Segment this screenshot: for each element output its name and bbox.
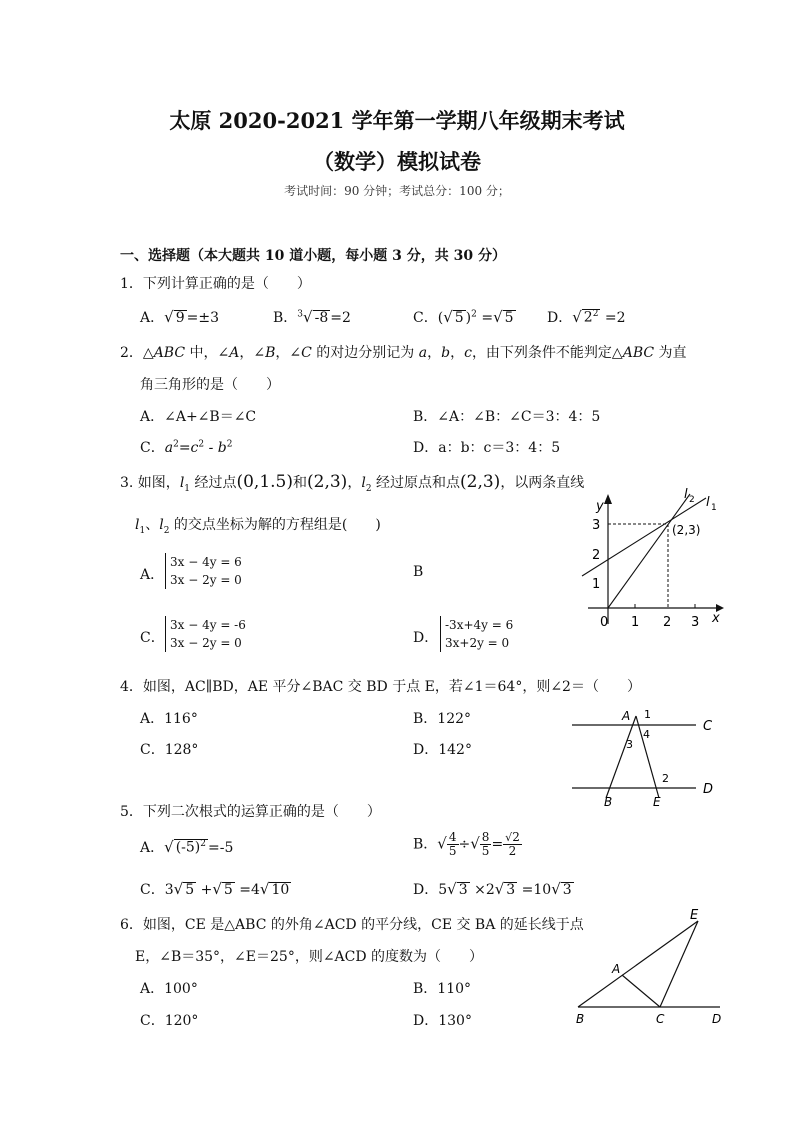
point-a-label: A [622, 709, 631, 723]
exam-title: 太原 2020-2021 学年第一学期八年级期末考试 [169, 108, 625, 133]
point-c-label: C [656, 1012, 665, 1026]
question-2-option-a: A．∠A+∠B＝∠C [140, 409, 257, 425]
question-6-option-b: B．110° [413, 981, 472, 997]
angle-3-label: 3 [626, 738, 633, 751]
point-b-label: B [576, 1012, 585, 1026]
exam-info: 考试时间：90 分钟；考试总分：100 分； [284, 184, 510, 198]
point-e-label: E [690, 908, 699, 923]
exam-subtitle: （数学）模拟试卷 [313, 149, 481, 174]
figure-3-graph [578, 484, 728, 634]
question-4-option-d: D．142° [413, 742, 472, 758]
line-l1-subscript: 1 [711, 503, 717, 513]
point-d-label: D [712, 1012, 722, 1026]
point-b-label: B [604, 795, 613, 809]
y-tick-1: 1 [592, 577, 601, 592]
question-5-option-a: A．√ $(-5)^2 =-5$ [140, 838, 234, 856]
line-l2-label: l [684, 487, 688, 502]
question-3-system-a: 3x − 4y = 6 3x − 2y = 0 [165, 553, 242, 589]
y-axis-label: y [596, 499, 604, 514]
question-5-stem: 5．下列二次根式的运算正确的是（ ） [120, 804, 381, 820]
question-3-option-a: A． [140, 567, 165, 583]
x-tick-0: 0 [600, 615, 609, 630]
question-1-stem: 1．下列计算正确的是（ ） [120, 276, 311, 292]
point-a-label: A [612, 962, 621, 976]
section-heading: 一、选择题（本大题共 10 道小题，每小题 3 分，共 30 分） [120, 248, 506, 264]
question-6-option-a: A．100° [140, 981, 198, 997]
point-c-label: C [703, 719, 713, 734]
question-1-option-c: C．(√ 5 )$^2$ =√ 5 [413, 308, 514, 326]
question-6-stem-line2: E，∠B＝35°，∠E＝25°，则∠ACD 的度数为（ ） [135, 949, 484, 965]
angle-1-label: 1 [644, 708, 651, 721]
question-3-system-d: -3x+4y = 6 3x+2y = 0 [440, 616, 513, 652]
point-e-label: E [653, 795, 661, 809]
question-6-option-c: C．120° [140, 1013, 199, 1029]
question-3-system-c: 3x − 4y = -6 3x − 2y = 0 [165, 616, 246, 652]
question-5-option-b: B．√ $\frac{4}{5}$ ÷√ $\frac{8}{5}$ = $\frac{√2}{2}$ [413, 830, 520, 858]
question-3-option-d: D． [413, 630, 439, 646]
y-tick-3: 3 [592, 518, 601, 533]
question-3-stem-line1: 3. 如图，$l_1$ 经过点(0,1.5)和(2,3)，$l_2$ 经过原点和点(2,3)，以两条直线 [120, 472, 585, 494]
question-2-stem-line1: 2．△ABC 中，∠A，∠B，∠C 的对边分别记为 a，b，c，由下列条件不能判定△ABC 为直 [120, 345, 687, 361]
question-2-option-c: C．$a^2=c^2 - b^2$ [140, 439, 233, 456]
angle-2-label: 2 [662, 772, 669, 785]
question-5-option-c: C．3√ 5 +√ 5 =4√ 10 [140, 880, 290, 898]
question-1-option-b: B．$^3$√ -8 =2 [273, 308, 351, 326]
question-4-option-c: C．128° [140, 742, 199, 758]
question-5-option-d: D．5√ 3 ×2√ 3 =10√ 3 [413, 880, 572, 898]
x-tick-3: 3 [691, 615, 700, 630]
x-tick-1: 1 [631, 615, 640, 630]
question-4-option-a: A．116° [140, 711, 198, 727]
line-l1-label: l [706, 495, 710, 510]
figure-6-diagram [570, 905, 730, 1030]
question-3-stem-line2: $l_1$、$l_2$ 的交点坐标为解的方程组是( ) [135, 517, 381, 536]
question-2-option-b: B．∠A：∠B：∠C＝3：4：5 [413, 409, 601, 425]
question-4-stem: 4．如图，AC∥BD，AE 平分∠BAC 交 BD 于点 E，若∠1＝64°，则∠2＝（ ） [120, 679, 641, 695]
intersection-label: (2,3) [672, 523, 701, 537]
question-2-stem-line2: 角三角形的是（ ） [140, 377, 280, 393]
question-3-option-c: C． [140, 630, 165, 646]
question-6-option-d: D．130° [413, 1013, 472, 1029]
angle-4-label: 4 [643, 728, 650, 741]
x-tick-2: 2 [663, 615, 672, 630]
question-6-stem-line1: 6．如图，CE 是△ABC 的外角∠ACD 的平分线，CE 交 BA 的延长线于点 [120, 917, 584, 933]
question-1-option-d: D．√ $2^2 =2$ [547, 308, 626, 326]
question-2-option-d: D．a：b：c＝3：4：5 [413, 440, 561, 456]
question-4-option-b: B．122° [413, 711, 472, 727]
question-1-option-a: A．√ 9 =±3 [140, 308, 219, 326]
line-l2-subscript: 2 [689, 495, 695, 505]
x-axis-label: x [712, 611, 720, 626]
question-3-option-b: B [413, 564, 424, 580]
figure-4-diagram [566, 700, 726, 810]
y-tick-2: 2 [592, 548, 601, 563]
point-d-label: D [703, 782, 714, 797]
